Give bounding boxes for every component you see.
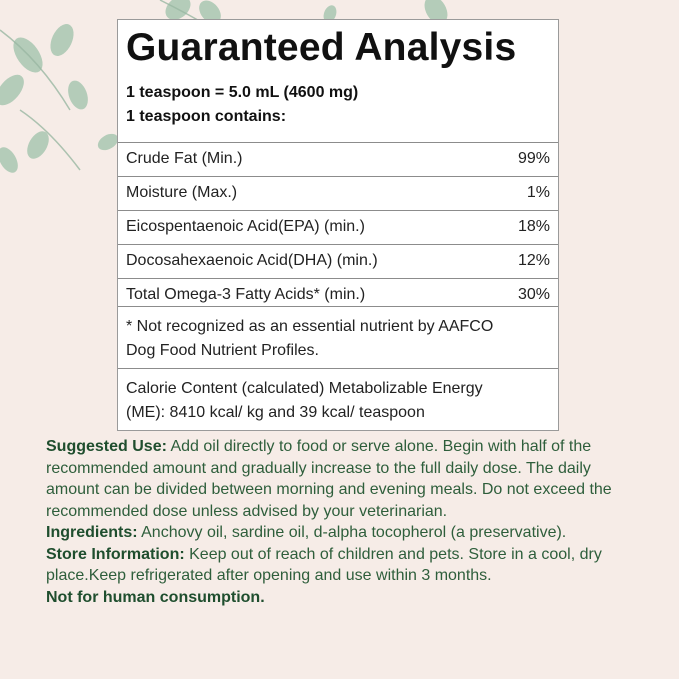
ingredients <box>46 522 646 544</box>
suggested-use-text: Add oil directly to food or serve alone. Begin with half of the recommended amount and gradually increase to the full daily dose. The daily amount can be divided between morning and evening meals. Do not exceed the recommended dose unless advised by your veterinarian. <box>46 438 612 520</box>
store-information-text: Keep out of reach of children and pets. Store in a cool, dry place.Keep refrigerated after opening and use within 3 months. <box>46 545 602 584</box>
table-row <box>118 210 558 244</box>
store-information <box>46 544 646 587</box>
row-value: 30% <box>517 286 550 303</box>
table-row <box>118 244 558 278</box>
leaf-icon <box>46 20 78 59</box>
row-label: Moisture (Max.) <box>126 184 238 201</box>
calorie-line: Calorie Content (calculated) Metabolizable Energy <box>126 380 483 397</box>
guaranteed-analysis-panel <box>117 19 559 431</box>
footnote-line: * Not recognized as an essential nutrient by AAFCO <box>126 318 494 335</box>
panel-title: Guaranteed Analysis <box>126 26 517 69</box>
footnote-line: Dog Food Nutrient Profiles. <box>126 342 319 359</box>
serving-contains: 1 teaspoon contains: <box>126 108 287 125</box>
row-label: Total Omega-3 Fatty Acids* (min.) <box>126 286 366 303</box>
table-row <box>118 176 558 210</box>
row-value: 12% <box>517 252 550 269</box>
leaf-icon <box>0 144 22 176</box>
row-value: 99% <box>517 150 550 167</box>
leaf-icon <box>0 70 29 110</box>
footnote <box>118 306 558 368</box>
row-value: 18% <box>517 218 550 235</box>
ingredients-text: Anchovy oil, sardine oil, d-alpha tocopherol (a preservative). <box>137 524 567 541</box>
human-consumption-warning <box>46 587 646 609</box>
row-label: Crude Fat (Min.) <box>126 150 243 167</box>
row-label: Eicospentaenoic Acid(EPA) (min.) <box>126 218 365 235</box>
calorie-content <box>118 368 558 430</box>
serving-size: 1 teaspoon = 5.0 mL (4600 mg) <box>126 84 359 101</box>
calorie-line: (ME): 8410 kcal/ kg and 39 kcal/ teaspoon <box>126 404 425 421</box>
row-label: Docosahexaenoic Acid(DHA) (min.) <box>126 252 378 269</box>
store-information-heading: Store Information: <box>46 545 185 563</box>
warning-text: Not for human consumption. <box>46 588 265 606</box>
suggested-use <box>46 436 646 522</box>
table-row <box>118 142 558 176</box>
suggested-use-heading: Suggested Use: <box>46 438 167 455</box>
row-value: 1% <box>526 184 550 201</box>
ingredients-heading: Ingredients: <box>46 524 138 541</box>
product-info <box>46 436 646 608</box>
